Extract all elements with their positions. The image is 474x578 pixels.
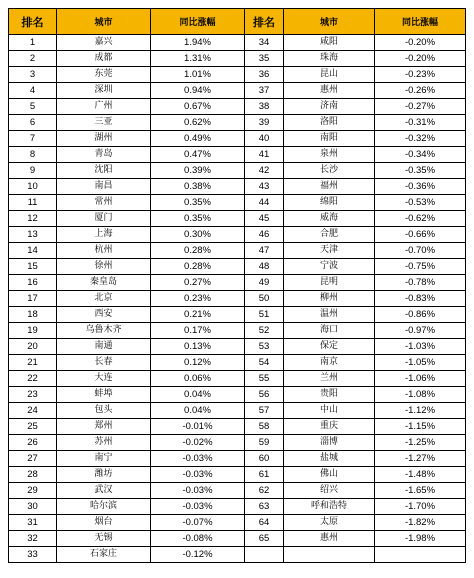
empty-cell [245, 547, 284, 563]
change-cell: -1.48% [375, 467, 466, 483]
city-cell: 上海 [57, 227, 151, 243]
rank-cell: 3 [9, 67, 57, 83]
city-cell: 三亚 [57, 115, 151, 131]
table-row [9, 67, 466, 83]
rank-cell: 32 [9, 531, 57, 547]
city-cell: 徐州 [57, 259, 151, 275]
change-cell: 1.94% [151, 35, 245, 51]
change-cell: 0.27% [151, 275, 245, 291]
city-cell: 威海 [284, 211, 375, 227]
rank-cell: 60 [245, 451, 284, 467]
city-cell: 广州 [57, 99, 151, 115]
rank-cell: 41 [245, 147, 284, 163]
city-cell: 贵阳 [284, 387, 375, 403]
change-cell: -1.06% [375, 371, 466, 387]
change-cell: -1.27% [375, 451, 466, 467]
table-row [9, 51, 466, 67]
empty-cell [284, 547, 375, 563]
empty-cell [375, 547, 466, 563]
rank-cell: 20 [9, 339, 57, 355]
city-cell: 兰州 [284, 371, 375, 387]
change-cell: -0.12% [151, 547, 245, 563]
change-header: 同比涨幅 [375, 9, 466, 35]
change-cell: -0.36% [375, 179, 466, 195]
change-cell: -0.20% [375, 35, 466, 51]
city-cell: 南阳 [284, 131, 375, 147]
city-cell: 济南 [284, 99, 375, 115]
table-row [9, 307, 466, 323]
city-cell: 保定 [284, 339, 375, 355]
change-cell: -0.03% [151, 467, 245, 483]
table-row [9, 275, 466, 291]
table-row [9, 483, 466, 499]
city-cell: 昆明 [284, 275, 375, 291]
rank-cell: 49 [245, 275, 284, 291]
city-cell: 大连 [57, 371, 151, 387]
change-cell: 0.06% [151, 371, 245, 387]
change-cell: -0.34% [375, 147, 466, 163]
city-cell: 中山 [284, 403, 375, 419]
rank-cell: 50 [245, 291, 284, 307]
rank-cell: 15 [9, 259, 57, 275]
table-row [9, 419, 466, 435]
table-row [9, 435, 466, 451]
rank-cell: 36 [245, 67, 284, 83]
rank-cell: 54 [245, 355, 284, 371]
city-header: 城市 [57, 9, 151, 35]
city-cell: 长春 [57, 355, 151, 371]
table-row [9, 99, 466, 115]
change-cell: -0.75% [375, 259, 466, 275]
city-cell: 乌鲁木齐 [57, 323, 151, 339]
rank-cell: 17 [9, 291, 57, 307]
rank-cell: 47 [245, 243, 284, 259]
change-cell: 0.38% [151, 179, 245, 195]
rank-cell: 26 [9, 435, 57, 451]
rank-cell: 29 [9, 483, 57, 499]
table-row [9, 291, 466, 307]
table-row [9, 371, 466, 387]
rank-cell: 24 [9, 403, 57, 419]
rank-cell: 8 [9, 147, 57, 163]
change-cell: 0.67% [151, 99, 245, 115]
table-row [9, 467, 466, 483]
city-cell: 南宁 [57, 451, 151, 467]
rank-cell: 14 [9, 243, 57, 259]
rank-cell: 31 [9, 515, 57, 531]
rank-cell: 21 [9, 355, 57, 371]
city-cell: 福州 [284, 179, 375, 195]
city-cell: 呼和浩特 [284, 499, 375, 515]
rank-cell: 51 [245, 307, 284, 323]
change-cell: -1.82% [375, 515, 466, 531]
city-cell: 常州 [57, 195, 151, 211]
rank-cell: 65 [245, 531, 284, 547]
city-header: 城市 [284, 9, 375, 35]
table-row [9, 35, 466, 51]
rank-cell: 2 [9, 51, 57, 67]
rank-cell: 12 [9, 211, 57, 227]
table-row [9, 179, 466, 195]
change-cell: -0.03% [151, 499, 245, 515]
table-row [9, 115, 466, 131]
rank-cell: 6 [9, 115, 57, 131]
table-row [9, 499, 466, 515]
city-cell: 重庆 [284, 419, 375, 435]
change-cell: 0.12% [151, 355, 245, 371]
rank-cell: 52 [245, 323, 284, 339]
change-cell: 0.35% [151, 195, 245, 211]
change-cell: 1.01% [151, 67, 245, 83]
change-cell: 0.28% [151, 259, 245, 275]
rank-cell: 1 [9, 35, 57, 51]
change-header: 同比涨幅 [151, 9, 245, 35]
rank-cell: 9 [9, 163, 57, 179]
city-cell: 南京 [284, 355, 375, 371]
rank-header: 排名 [9, 9, 57, 35]
change-cell: -0.78% [375, 275, 466, 291]
rank-cell: 58 [245, 419, 284, 435]
city-cell: 惠州 [284, 531, 375, 547]
rank-cell: 18 [9, 307, 57, 323]
change-cell: -1.03% [375, 339, 466, 355]
change-cell: 0.04% [151, 403, 245, 419]
city-cell: 惠州 [284, 83, 375, 99]
change-cell: 0.13% [151, 339, 245, 355]
city-cell: 深圳 [57, 83, 151, 99]
city-cell: 温州 [284, 307, 375, 323]
change-cell: -1.08% [375, 387, 466, 403]
change-cell: -0.01% [151, 419, 245, 435]
city-cell: 蚌埠 [57, 387, 151, 403]
city-cell: 无锡 [57, 531, 151, 547]
city-cell: 厦门 [57, 211, 151, 227]
city-cell: 柳州 [284, 291, 375, 307]
rank-cell: 22 [9, 371, 57, 387]
rank-cell: 42 [245, 163, 284, 179]
city-cell: 淄博 [284, 435, 375, 451]
city-cell: 北京 [57, 291, 151, 307]
change-cell: -0.62% [375, 211, 466, 227]
city-cell: 长沙 [284, 163, 375, 179]
city-cell: 佛山 [284, 467, 375, 483]
rank-cell: 46 [245, 227, 284, 243]
change-cell: 0.94% [151, 83, 245, 99]
rank-cell: 35 [245, 51, 284, 67]
change-cell: -1.05% [375, 355, 466, 371]
rank-header: 排名 [245, 9, 284, 35]
change-cell: -0.83% [375, 291, 466, 307]
table-row [9, 515, 466, 531]
change-cell: -0.70% [375, 243, 466, 259]
city-cell: 泉州 [284, 147, 375, 163]
table-row [9, 403, 466, 419]
change-cell: -1.15% [375, 419, 466, 435]
rank-cell: 56 [245, 387, 284, 403]
table-row [9, 547, 466, 563]
table-row [9, 259, 466, 275]
city-cell: 合肥 [284, 227, 375, 243]
city-cell: 昆山 [284, 67, 375, 83]
city-cell: 绍兴 [284, 483, 375, 499]
table-row [9, 387, 466, 403]
change-cell: 0.39% [151, 163, 245, 179]
city-cell: 苏州 [57, 435, 151, 451]
change-cell: -1.70% [375, 499, 466, 515]
rank-cell: 34 [245, 35, 284, 51]
change-cell: -1.25% [375, 435, 466, 451]
city-cell: 天津 [284, 243, 375, 259]
table-row [9, 227, 466, 243]
rank-cell: 57 [245, 403, 284, 419]
city-cell: 青岛 [57, 147, 151, 163]
table-row [9, 339, 466, 355]
change-cell: -1.98% [375, 531, 466, 547]
rank-cell: 39 [245, 115, 284, 131]
rank-cell: 7 [9, 131, 57, 147]
change-cell: 0.47% [151, 147, 245, 163]
city-cell: 洛阳 [284, 115, 375, 131]
rank-cell: 13 [9, 227, 57, 243]
change-cell: -0.07% [151, 515, 245, 531]
rank-cell: 43 [245, 179, 284, 195]
table-row [9, 195, 466, 211]
rank-cell: 30 [9, 499, 57, 515]
change-cell: -0.32% [375, 131, 466, 147]
rank-cell: 45 [245, 211, 284, 227]
rank-cell: 19 [9, 323, 57, 339]
rank-cell: 16 [9, 275, 57, 291]
city-cell: 秦皇岛 [57, 275, 151, 291]
change-cell: 0.62% [151, 115, 245, 131]
city-cell: 郑州 [57, 419, 151, 435]
rank-cell: 44 [245, 195, 284, 211]
change-cell: 0.28% [151, 243, 245, 259]
rank-cell: 5 [9, 99, 57, 115]
city-cell: 杭州 [57, 243, 151, 259]
change-cell: -0.66% [375, 227, 466, 243]
change-cell: -0.03% [151, 451, 245, 467]
city-cell: 石家庄 [57, 547, 151, 563]
change-cell: -0.97% [375, 323, 466, 339]
city-cell: 珠海 [284, 51, 375, 67]
city-ranking-table [8, 8, 466, 563]
change-cell: 1.31% [151, 51, 245, 67]
change-cell: -0.03% [151, 483, 245, 499]
city-cell: 宁波 [284, 259, 375, 275]
rank-cell: 64 [245, 515, 284, 531]
rank-cell: 59 [245, 435, 284, 451]
change-cell: -0.26% [375, 83, 466, 99]
rank-cell: 28 [9, 467, 57, 483]
change-cell: -1.65% [375, 483, 466, 499]
rank-cell: 37 [245, 83, 284, 99]
rank-cell: 23 [9, 387, 57, 403]
city-cell: 南通 [57, 339, 151, 355]
table-row [9, 211, 466, 227]
change-cell: 0.35% [151, 211, 245, 227]
rank-cell: 63 [245, 499, 284, 515]
change-cell: 0.49% [151, 131, 245, 147]
change-cell: -0.23% [375, 67, 466, 83]
city-cell: 包头 [57, 403, 151, 419]
city-cell: 海口 [284, 323, 375, 339]
change-cell: 0.17% [151, 323, 245, 339]
change-cell: 0.21% [151, 307, 245, 323]
city-cell: 西安 [57, 307, 151, 323]
change-cell: -1.12% [375, 403, 466, 419]
change-cell: -0.53% [375, 195, 466, 211]
table-row [9, 355, 466, 371]
change-cell: -0.08% [151, 531, 245, 547]
city-cell: 武汉 [57, 483, 151, 499]
table-row [9, 243, 466, 259]
change-cell: -0.02% [151, 435, 245, 451]
table-row [9, 131, 466, 147]
rank-cell: 33 [9, 547, 57, 563]
city-cell: 太原 [284, 515, 375, 531]
city-cell: 成都 [57, 51, 151, 67]
rank-cell: 55 [245, 371, 284, 387]
rank-cell: 27 [9, 451, 57, 467]
city-cell: 盐城 [284, 451, 375, 467]
city-cell: 绵阳 [284, 195, 375, 211]
rank-cell: 11 [9, 195, 57, 211]
rank-cell: 38 [245, 99, 284, 115]
change-cell: -0.35% [375, 163, 466, 179]
rank-cell: 61 [245, 467, 284, 483]
city-cell: 嘉兴 [57, 35, 151, 51]
city-cell: 哈尔滨 [57, 499, 151, 515]
table-body [9, 35, 466, 563]
rank-cell: 4 [9, 83, 57, 99]
rank-cell: 48 [245, 259, 284, 275]
city-cell: 南昌 [57, 179, 151, 195]
city-cell: 沈阳 [57, 163, 151, 179]
change-cell: -0.86% [375, 307, 466, 323]
city-cell: 潍坊 [57, 467, 151, 483]
rank-cell: 25 [9, 419, 57, 435]
table-row [9, 531, 466, 547]
rank-cell: 10 [9, 179, 57, 195]
city-cell: 烟台 [57, 515, 151, 531]
table-row [9, 147, 466, 163]
table-row [9, 163, 466, 179]
table-row [9, 83, 466, 99]
city-cell: 东莞 [57, 67, 151, 83]
rank-cell: 62 [245, 483, 284, 499]
change-cell: -0.31% [375, 115, 466, 131]
change-cell: 0.23% [151, 291, 245, 307]
table-row [9, 323, 466, 339]
city-cell: 湖州 [57, 131, 151, 147]
city-cell: 咸阳 [284, 35, 375, 51]
change-cell: -0.27% [375, 99, 466, 115]
rank-cell: 40 [245, 131, 284, 147]
change-cell: 0.04% [151, 387, 245, 403]
rank-cell: 53 [245, 339, 284, 355]
change-cell: 0.30% [151, 227, 245, 243]
table-header-row [9, 9, 466, 35]
table-row [9, 451, 466, 467]
change-cell: -0.20% [375, 51, 466, 67]
